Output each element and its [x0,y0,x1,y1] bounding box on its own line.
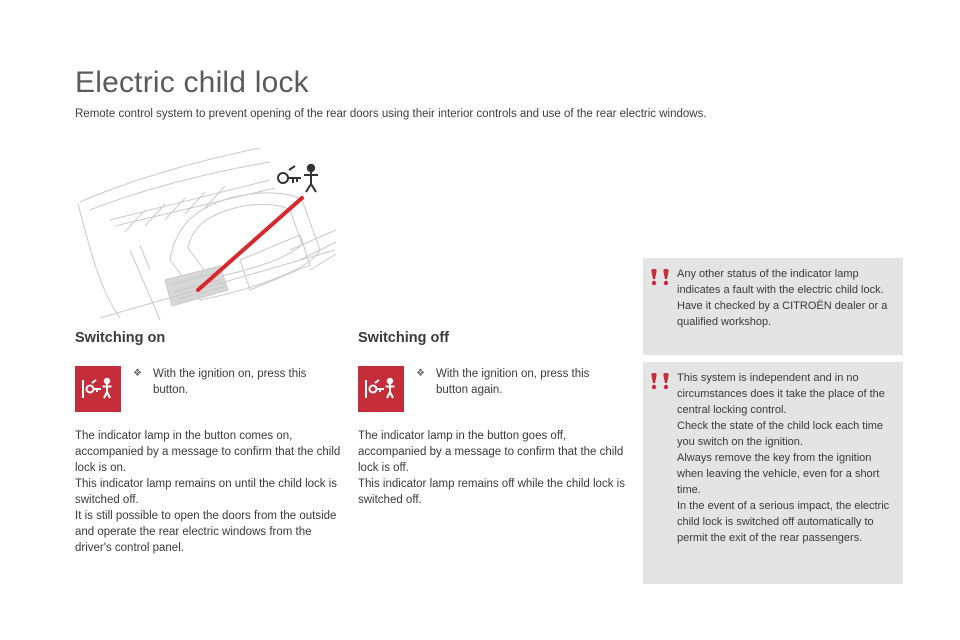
intro-text: Remote control system to prevent opening of the rear doors using their interior controls and use of the rear electric windows. [75,108,707,120]
switching-on-paragraph: This indicator lamp remains on until the child lock is switched off. [75,478,338,506]
switching-on-section [75,330,345,556]
child-lock-button-icon [75,366,121,412]
switching-off-section [358,330,628,508]
child-lock-button-icon [358,366,404,412]
page-title: Electric child lock [75,66,309,99]
switching-off-paragraph: The indicator lamp in the button goes off, accompanied by a message to confirm that the child lock is off. [358,430,624,474]
warning-icon [651,268,671,291]
warning-note-fault [643,258,903,355]
note-line: Any other status of the indicator lamp indicates a fault with the electric child lock. [677,268,884,296]
switching-on-paragraph: It is still possible to open the doors from the outside and operate the rear electric windows from the driver's control panel. [75,510,337,554]
switching-on-paragraph: The indicator lamp in the button comes on, accompanied by a message to confirm that the child lock is on. [75,430,341,474]
switching-off-step-text [416,366,616,398]
note-line: This system is independent and in no circumstances does it take the place of the central locking control. [677,372,885,416]
door-panel-illustration [70,140,340,320]
switching-on-heading: Switching on [75,330,166,346]
bullet-icon: ❖ [133,368,142,379]
switching-on-step [75,366,345,418]
note-line: Have it checked by a CITROËN dealer or a qualified workshop. [677,300,888,328]
switching-on-step-text [133,366,333,398]
switching-off-heading: Switching off [358,330,450,346]
switching-off-paragraph: This indicator lamp remains off while the child lock is switched off. [358,478,625,506]
note-line: Check the state of the child lock each time you switch on the ignition. [677,420,884,448]
switching-off-step [358,366,628,418]
bullet-icon: ❖ [416,368,425,379]
warning-icon [651,372,671,395]
note-line: In the event of a serious impact, the electric child lock is switched off automatically to permit the exit of the rear passengers. [677,500,890,544]
step-instruction: With the ignition on, press this button again. [436,368,590,396]
note-line: Always remove the key from the ignition when leaving the vehicle, even for a short time. [677,452,880,496]
warning-note-independent [643,362,903,584]
step-instruction: With the ignition on, press this button. [153,368,307,396]
